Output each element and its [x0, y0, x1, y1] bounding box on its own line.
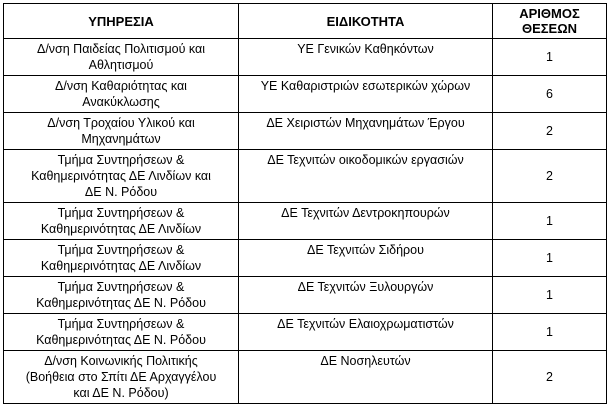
table-row [4, 314, 607, 351]
service-line: (Βοήθεια στο Σπίτι ΔΕ Αρχαγγέλου [25, 370, 217, 384]
specialty-cell: ΔΕ Νοσηλευτών [239, 351, 493, 404]
specialty-cell: ΔΕ Τεχνιτών Ξυλουργών [239, 277, 493, 314]
table-row [4, 351, 607, 404]
service-cell [4, 150, 239, 203]
service-line: Καθημερινότητας ΔΕ Λινδίων και [31, 169, 211, 183]
service-line: Δ/νση Παιδείας Πολιτισμού και [36, 42, 206, 56]
service-line: Καθημερινότητας ΔΕ Ν. Ρόδου [36, 296, 206, 310]
service-cell [4, 351, 239, 404]
table-row [4, 150, 607, 203]
service-cell [4, 39, 239, 76]
service-line: Τμήμα Συντηρήσεων & [57, 153, 185, 167]
specialty-cell: ΔΕ Τεχνιτών Δεντροκηπουρών [239, 203, 493, 240]
specialty-cell: ΥΕ Γενικών Καθηκόντων [239, 39, 493, 76]
count-cell: 2 [493, 113, 607, 150]
service-cell [4, 76, 239, 113]
service-line: Τμήμα Συντηρήσεων & [57, 206, 185, 220]
table-row [4, 277, 607, 314]
table-row [4, 76, 607, 113]
header-count-line2: ΘΕΣΕΩΝ [521, 21, 578, 36]
service-cell [4, 203, 239, 240]
service-line: Μηχανημάτων [81, 132, 161, 146]
specialty-cell: ΥΕ Καθαριστριών εσωτερικών χώρων [239, 76, 493, 113]
count-cell: 6 [493, 76, 607, 113]
count-cell: 1 [493, 314, 607, 351]
service-line: Αθλητισμού [88, 58, 154, 72]
service-cell [4, 240, 239, 277]
service-line: Τμήμα Συντηρήσεων & [57, 280, 185, 294]
table-row [4, 39, 607, 76]
service-line: Τμήμα Συντηρήσεων & [57, 243, 185, 257]
service-line: Καθημερινότητας ΔΕ Λινδίων [40, 222, 202, 236]
specialty-cell: ΔΕ Τεχνιτών οικοδομικών εργασιών [239, 150, 493, 203]
service-cell [4, 314, 239, 351]
specialty-cell: ΔΕ Τεχνιτών Ελαιοχρωματιστών [239, 314, 493, 351]
header-count-line1: ΑΡΙΘΜΟΣ [519, 6, 580, 21]
header-specialty: ΕΙΔΙΚΟΤΗΤΑ [239, 4, 493, 39]
count-cell: 1 [493, 277, 607, 314]
service-line: Καθημερινότητας ΔΕ Ν. Ρόδου [36, 333, 206, 347]
service-line: Δ/νση Καθαριότητας και [55, 79, 187, 93]
count-cell: 2 [493, 150, 607, 203]
specialty-cell: ΔΕ Τεχνιτών Σιδήρου [239, 240, 493, 277]
count-cell: 1 [493, 240, 607, 277]
service-line: Ανακύκλωσης [82, 95, 160, 109]
count-cell: 1 [493, 39, 607, 76]
service-cell [4, 277, 239, 314]
service-line: ΔΕ Ν. Ρόδου [84, 185, 158, 199]
table-row [4, 113, 607, 150]
specialty-cell: ΔΕ Χειριστών Μηχανημάτων Έργου [239, 113, 493, 150]
header-service: ΥΠΗΡΕΣΙΑ [4, 4, 239, 39]
service-line: Δ/νση Τροχαίου Υλικού και [47, 116, 195, 130]
positions-table [3, 3, 607, 404]
count-cell: 2 [493, 351, 607, 404]
table-row [4, 240, 607, 277]
header-row [4, 4, 607, 39]
service-line: και ΔΕ Ν. Ρόδου) [73, 386, 169, 400]
service-line: Καθημερινότητας ΔΕ Λινδίων [40, 259, 202, 273]
service-cell [4, 113, 239, 150]
count-cell: 1 [493, 203, 607, 240]
table-row [4, 203, 607, 240]
service-line: Δ/νση Κοινωνικής Πολιτικής [44, 354, 198, 368]
header-count [493, 4, 607, 39]
service-line: Τμήμα Συντηρήσεων & [57, 317, 185, 331]
